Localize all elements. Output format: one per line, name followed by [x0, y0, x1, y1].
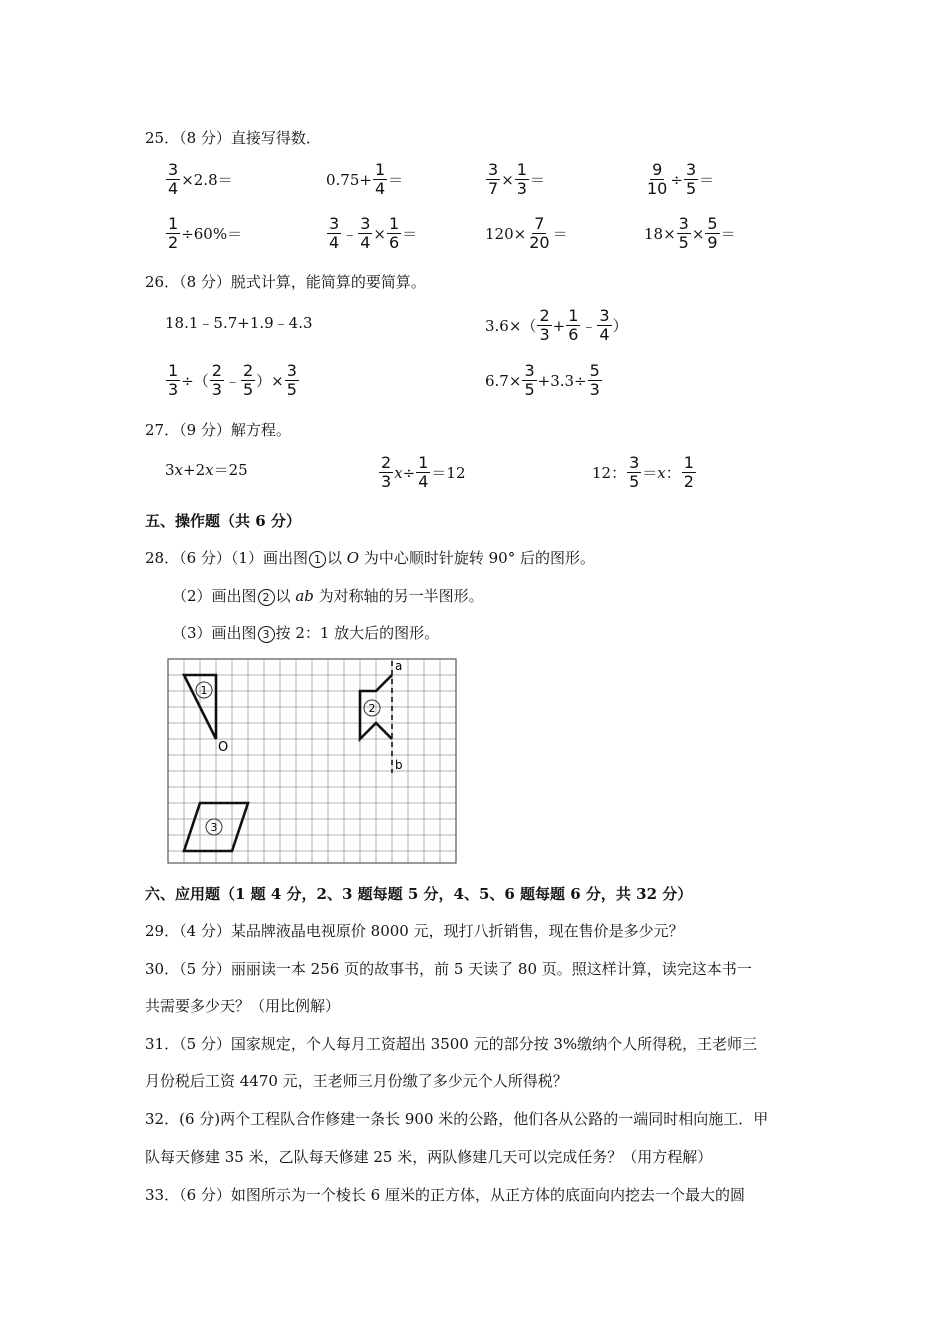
point-a-label: a	[395, 659, 403, 673]
q33-line-1: 33．（6 分）如图所示为一个棱长 6 厘米的正方体，从正方体的底面向内挖去一个最大的圆	[145, 1186, 745, 1204]
fraction: $\frac{3}{4}$	[168, 160, 179, 198]
fraction: $\frac{1}{3}$	[516, 160, 527, 198]
q26-expr-3: $\frac{1}{3}$ ÷（ $\frac{2}{3}$ ﹣ $\frac{2}{5}$ ）× $\frac{3}{5}$	[168, 361, 297, 399]
q25-item-3: $\frac{3}{7}$ × $\frac{1}{3}$ ＝	[488, 160, 545, 198]
fraction: $\frac{3}{5}$	[629, 453, 640, 491]
q25-item-5: $\frac{1}{2}$ ÷60%＝	[168, 214, 243, 252]
fraction: $\frac{3}{7}$	[488, 160, 499, 198]
q28-line-2: （2）画出图 2 以 ab 为对称轴的另一半图形。	[172, 587, 484, 605]
circled-number: 1	[309, 551, 326, 568]
shape-2-label: 2	[368, 702, 376, 715]
fraction: $\frac{3}{5}$	[685, 160, 697, 198]
shape-3-label: 3	[210, 821, 218, 834]
q25-item-7: 120× $\frac{7}{20}$ ＝	[485, 214, 568, 252]
fraction: $\frac{3}{5}$	[286, 361, 297, 399]
q26-expr-2: 3.6×（ $\frac{2}{3}$ + $\frac{1}{6}$ ﹣ $\frac{3}{4}$ ）	[485, 306, 628, 344]
circled-number: 2	[258, 589, 275, 606]
q25-item-6: $\frac{3}{4}$ ﹣ $\frac{3}{4}$ × $\frac{1}{6}$ ＝	[329, 214, 418, 252]
fraction: $\frac{2}{5}$	[242, 361, 254, 399]
q31-line-1: 31．（5 分）国家规定，个人每月工资超出 3500 元的部分按 3%缴纳个人所得税，王老师三	[145, 1035, 758, 1053]
shape-1-label: 1	[200, 684, 208, 697]
fraction: $\frac{2}{3}$	[539, 306, 550, 344]
fraction: $\frac{3}{4}$	[360, 214, 371, 252]
q25-item-4: $\frac{9}{10}$ ÷ $\frac{3}{5}$ ＝	[647, 160, 715, 198]
fraction: $\frac{5}{3}$	[589, 361, 600, 399]
q30-line-1: 30．（5 分）丽丽读一本 256 页的故事书，前 5 天读了 80 页。照这样计算，读完这本书一	[145, 960, 752, 978]
fraction: $\frac{1}{4}$	[418, 453, 429, 491]
fraction: $\frac{3}{4}$	[329, 214, 340, 252]
section-5-heading: 五、操作题（共 6 分）	[145, 512, 301, 530]
fraction: $\frac{2}{3}$	[211, 361, 222, 399]
q26-heading: 26．（8 分）脱式计算，能简算的要简算。	[145, 273, 426, 291]
point-o-label: O	[218, 740, 229, 755]
q26-expr-4: 6.7× $\frac{3}{5}$ +3.3÷ $\frac{5}{3}$	[485, 361, 600, 399]
fraction: $\frac{3}{5}$	[678, 214, 689, 252]
fraction: $\frac{1}{3}$	[168, 361, 179, 399]
section-6-heading: 六、应用题（1 题 4 分，2、3 题每题 5 分，4、5、6 题每题 6 分，共 32 分）	[145, 885, 693, 903]
fraction: $\frac{1}{4}$	[374, 160, 386, 198]
grid-figure	[167, 658, 457, 865]
q27-heading: 27．（9 分）解方程。	[145, 421, 291, 439]
fraction: $\frac{7}{20}$	[529, 214, 550, 252]
q25-item-2: 0.75+ $\frac{1}{4}$ ＝	[326, 160, 404, 198]
fraction: $\frac{3}{4}$	[599, 306, 610, 344]
fraction: $\frac{1}{6}$	[568, 306, 579, 344]
q32-line-2: 队每天修建 35 米，乙队每天修建 25 米，两队修建几天可以完成任务？（用方程解）	[145, 1148, 713, 1166]
q28-line-1: 28．（6 分）（1）画出图 1 以 O 为中心顺时针旋转 90° 后的图形。	[145, 549, 595, 567]
fraction: $\frac{1}{6}$	[388, 214, 400, 252]
q27-eq-1: 3x+2x＝25	[165, 461, 248, 479]
q27-eq-2: $\frac{2}{3}$ x ÷ $\frac{1}{4}$ ＝12	[381, 453, 466, 491]
q29: 29．（4 分）某品牌液晶电视原价 8000 元，现打八折销售，现在售价是多少元？	[145, 922, 684, 940]
fraction: $\frac{9}{10}$	[647, 160, 668, 198]
circled-number: 3	[258, 626, 275, 643]
fraction: $\frac{1}{2}$	[683, 453, 694, 491]
q30-line-2: 共需要多少天？（用比例解）	[145, 997, 341, 1015]
q25-heading: 25．（8 分）直接写得数．	[145, 129, 321, 147]
fraction: $\frac{5}{9}$	[707, 214, 718, 252]
q27-eq-3: 12： $\frac{3}{5}$ ＝ x ： $\frac{1}{2}$	[592, 453, 694, 491]
fraction: $\frac{1}{2}$	[168, 214, 179, 252]
point-b-label: b	[395, 758, 403, 772]
q25-item-8: 18× $\frac{3}{5}$ × $\frac{5}{9}$ ＝	[644, 214, 736, 252]
q32-line-1: 32．(6 分)两个工程队合作修建一条长 900 米的公路，他们各从公路的一端同时相向施工．甲	[145, 1110, 769, 1128]
fraction: $\frac{2}{3}$	[381, 453, 392, 491]
q31-line-2: 月份税后工资 4470 元，王老师三月份缴了多少元个人所得税？	[145, 1072, 568, 1090]
q26-expr-1: 18.1﹣5.7+1.9﹣4.3	[165, 314, 313, 332]
fraction: $\frac{3}{5}$	[524, 361, 535, 399]
q28-line-3: （3）画出图 3 按 2：1 放大后的图形。	[172, 624, 440, 642]
q25-item-1: $\frac{3}{4}$ ×2.8＝	[168, 160, 233, 198]
